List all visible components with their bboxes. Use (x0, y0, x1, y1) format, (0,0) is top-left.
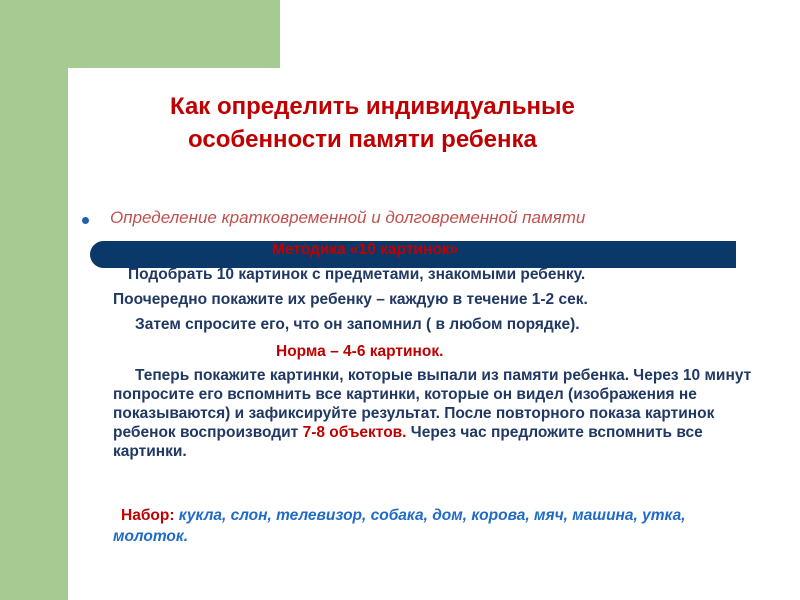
instruction-step-2: Поочередно покажите их ребенку – каждую в течение 1-2 сек. (113, 291, 588, 308)
title-line-2: особенности памяти ребенка (188, 126, 537, 153)
norm-text: Норма – 4-6 картинок. (276, 343, 444, 360)
slide-title (140, 90, 740, 156)
paragraph-text-end: Через час предложите вспомнить все картинки. (113, 424, 703, 460)
set-label: Набор: (121, 507, 175, 524)
instruction-step-3: Затем спросите его, что он запомнил ( в любом порядке). (135, 316, 580, 333)
paragraph-text: Теперь покажите картинки, которые выпали из памяти ребенка. Через 10 минут попросите его вспомнить все картинки, которые он видел (изображения не показываются) и зафиксируйте результат. После повторного показа картинок ребенок воспроизводит (113, 367, 752, 441)
bullet-subheading: Определение кратковременной и долговременной памяти (110, 208, 586, 227)
picture-set (113, 505, 753, 547)
method-title: Методика «10 картинок» (272, 241, 459, 258)
background-green-top (0, 0, 280, 68)
paragraph-highlight: 7-8 объектов. (302, 424, 407, 441)
title-line-1: Как определить индивидуальные (170, 93, 575, 120)
instruction-paragraph (113, 366, 753, 461)
bullet-icon (82, 217, 89, 224)
instruction-step-1: Подобрать 10 картинок с предметами, знакомыми ребенку. (128, 266, 586, 283)
background-green-side (0, 0, 68, 600)
set-items: кукла, слон, телевизор, собака, дом, корова, мяч, машина, утка, молоток. (113, 507, 686, 545)
